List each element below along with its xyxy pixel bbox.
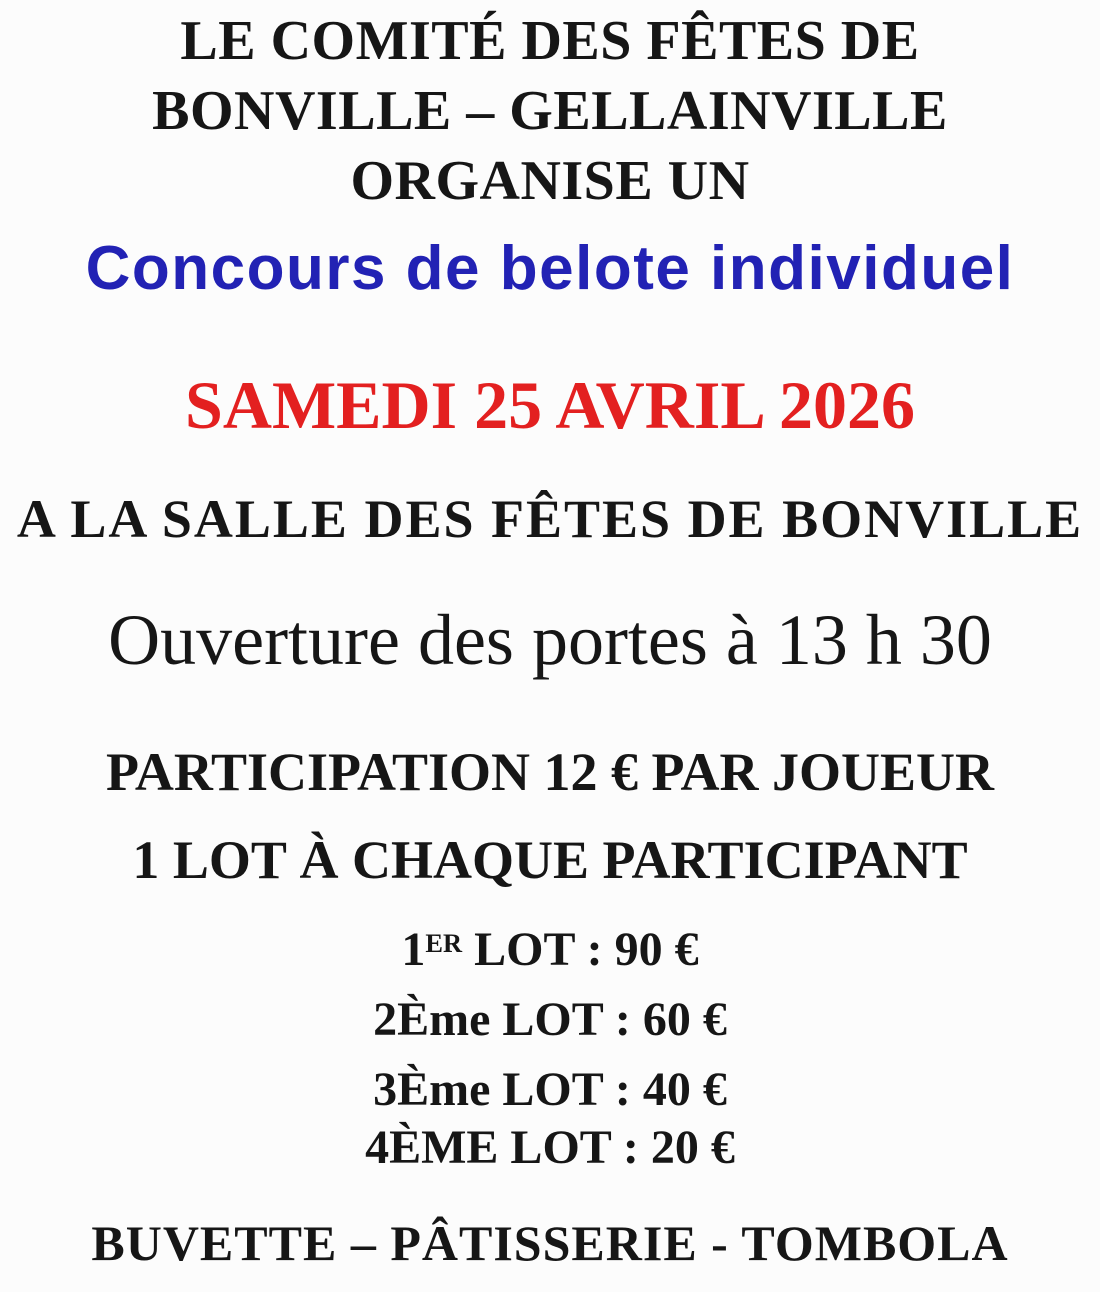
- event-date: SAMEDI 25 AVRIL 2026: [185, 367, 915, 443]
- prizes-list: [0, 921, 1100, 1177]
- lot-4-value: LOT : 20 €: [498, 1121, 735, 1174]
- lot-line-4: [0, 1119, 1100, 1177]
- belote-contest-flyer: [0, 6, 1100, 1292]
- lot-1-value: LOT : 90 €: [462, 923, 699, 976]
- lot-1-ordinal-suffix: ER: [425, 927, 463, 958]
- refreshments-line: BUVETTE – PÂTISSERIE - TOMBOLA: [91, 1215, 1009, 1271]
- lot-3-value: LOT : 40 €: [490, 1063, 727, 1116]
- lot-3-ordinal: 3Ème: [373, 1063, 491, 1116]
- lot-line-3: [0, 1061, 1100, 1119]
- organizer-line-3: ORGANISE UN: [350, 150, 750, 212]
- organizer-line-1: LE COMITÉ DES FÊTES DE: [180, 10, 920, 72]
- organizer-title: [0, 6, 1100, 216]
- participation-fee-line: PARTICIPATION 12 € PAR JOUEUR: [105, 742, 995, 802]
- organizer-line-2: BONVILLE – GELLAINVILLE: [152, 80, 948, 142]
- lot-each-participant-line: 1 LOT À CHAQUE PARTICIPANT: [132, 830, 968, 890]
- lot-1-ordinal: 1: [401, 923, 426, 976]
- lot-line-1: [0, 921, 1100, 979]
- venue-line: A LA SALLE DES FÊTES DE BONVILLE: [16, 489, 1084, 549]
- doors-open-line: Ouverture des portes à 13 h 30: [108, 600, 992, 680]
- lot-4-ordinal: 4ÈME: [365, 1121, 499, 1174]
- lot-2-value: LOT : 60 €: [490, 993, 727, 1046]
- event-title: Concours de belote individuel: [85, 234, 1015, 303]
- lot-2-ordinal: 2Ème: [373, 993, 491, 1046]
- lot-line-2: [0, 991, 1100, 1049]
